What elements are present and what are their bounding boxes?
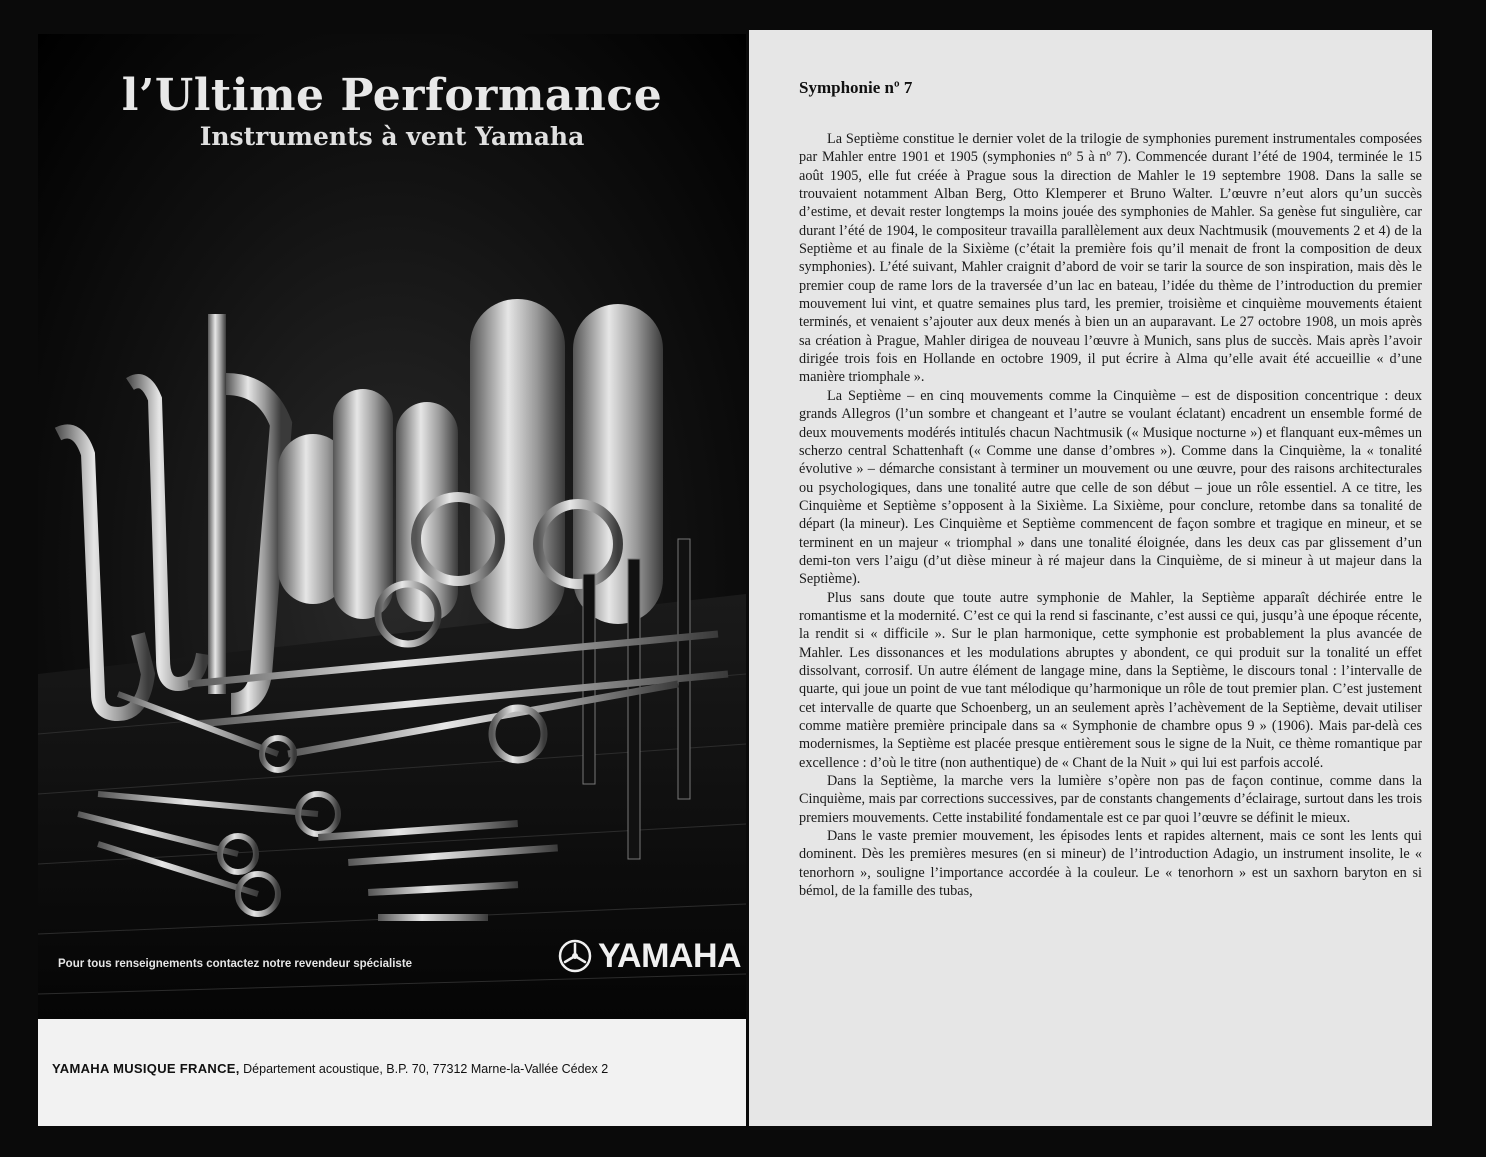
paragraph: La Septième – en cinq mouvements comme la Cinquième – est de disposition concentrique : deux grands Allegros (l’un sombre et changeant et l’autre se voulant éclatant) encadrent un ensemble formé de deux mouvements modérés intitulés chacun Nachtmusik (« Musique nocturne ») et flanquant eux-mêmes un scherzo central Schattenhaft (« Comme une danse d’ombres »). Comme dans la Cinquième, la « tonalité évolutive » – démarche consistant à terminer un mouvement ou une œuvre, pour des raisons architecturales ou psychologiques, dans une tonalité autre que celle de son début – joue un rôle essentiel. A ce titre, les Cinquième et Septième s’opposent à la Sixième. La Sixième, pour conclure, retombe dans sa tonalité de départ (la mineur). Les Cinquième et Septième commencent de façon sombre et tragique en mineur, et se terminent en un majeur « triomphal » dans une tonalité éloignée, dans les deux cas par glissement d’un demi-ton vers l’aigu (d’ut dièse mineur à ré majeur dans la Cinquième, de si mineur à ut majeur dans la Septième).: [799, 387, 1422, 588]
paragraph: Dans le vaste premier mouvement, les épisodes lents et rapides alternent, mais ce sont les lents qui dominent. Dès les premières mesures (en si mineur) de l’introduction Adagio, un instrument insolite, le « tenorhorn », souligne l’importance accordée à la couleur. Le « tenorhorn » est un saxhorn baryton en si bémol, de la famille des tubas,: [799, 828, 1422, 900]
yamaha-brand: [558, 936, 741, 976]
ad-headline: l’Ultime Performance: [121, 70, 663, 121]
wind-instruments-photo: [38, 34, 746, 1019]
yamaha-tuning-fork-logo-icon: [558, 939, 592, 973]
ad-subheadline: Instruments à vent Yamaha: [199, 122, 585, 151]
paragraph: La Septième constitue le dernier volet de la trilogie de symphonies purement instrumentales composées par Mahler entre 1901 et 1905 (symphonies nº 5 à nº 7). Commencée durant l’été de 1904, terminée le 15 août 1905, elle fut créée à Prague sous la direction de Mahler le 19 septembre 1908. Dans la salle se trouvaient notamment Alban Berg, Otto Klemperer et Bruno Walter. L’œuvre n’eut alors qu’un succès d’estime, et devait rester longtemps la moins jouée des symphonies de Mahler. Sa genèse fut singulière, car durant l’été de 1904, le compositeur travailla parallèlement aux deux Nachtmusik (mouvements 2 et 4) de la Septième et au finale de la Sixième (c’était la première fois qu’il menait de front la composition de deux symphonies). L’été suivant, Mahler craignit d’abord de voir se tarir la source de son inspiration, mais dès le premier coup de rame lors de la traversée d’un lac en bateau, l’idée du thème de l’introduction du premier mouvement lui vint, et quatre semaines plus tard, les premier, troisième et cinquième mouvements étaient terminés, et venaient s’ajouter aux deux menés à bien un an auparavant. Le 27 octobre 1908, un mois après sa création à Prague, Mahler dirigea de nouveau l’œuvre à Munich, sans plus de succès. Mais après l’avoir dirigée trois fois en Hollande en octobre 1909, il put écrire à Alma qu’elle avait été accueillie « d’une manière triomphale ».: [799, 131, 1422, 386]
advertisement-page: [38, 34, 746, 1126]
footer-address: Département acoustique, B.P. 70, 77312 Marne-la-Vallée Cédex 2: [243, 1062, 609, 1076]
article-body: [799, 130, 1422, 900]
instruments-illustration: [38, 34, 746, 1019]
ad-contact-note: Pour tous renseignements contactez notre revendeur spécialiste: [58, 958, 413, 970]
article-page: [749, 30, 1432, 1126]
ad-footer: [38, 1019, 746, 1126]
footer-company: YAMAHA MUSIQUE FRANCE,: [52, 1061, 240, 1076]
page-title: Symphonie nº 7: [799, 78, 913, 97]
ad-footer-text: [52, 1061, 608, 1076]
brand-name: YAMAHA: [598, 936, 742, 975]
paragraph: Plus sans doute que toute autre symphonie de Mahler, la Septième apparaît déchirée entre le romantisme et la modernité. C’est ce qui la rend si fascinante, c’est aussi ce qui, jusqu’à une époque récente, la rendit si « difficile ». Sur le plan harmonique, cette symphonie est probablement la plus avancée de Mahler. Les dissonances et les modulations abruptes y abondent, ce qui produit sur la tonalité un effet dissolvant, corrosif. Un autre élément de langage mine, dans la Septième, le discours tonal : l’intervalle de quarte, qui joue un point de vue tant mélodique qu’harmonique un rôle de tout premier plan. C’est justement cet intervalle de quarte que Schoenberg, un an seulement après l’achèvement de la Septième, devait utiliser comme matière première principale dans sa « Symphonie de chambre opus 9 » (1906). Mais par-delà ces modernismes, la Septième est placée presque entièrement sous le signe de la Nuit, ce thème romantique par excellence : d’où le titre (non authentique) de « Chant de la Nuit » qui lui est parfois accolé.: [799, 589, 1422, 771]
paragraph: Dans la Septième, la marche vers la lumière s’opère non pas de façon continue, comme dans la Cinquième, mais par corrections successives, par de constants changements d’éclairage, surtout dans les trois premiers mouvements. Cette instabilité fondamentale est ce par quoi l’œuvre se définit le mieux.: [799, 773, 1422, 826]
